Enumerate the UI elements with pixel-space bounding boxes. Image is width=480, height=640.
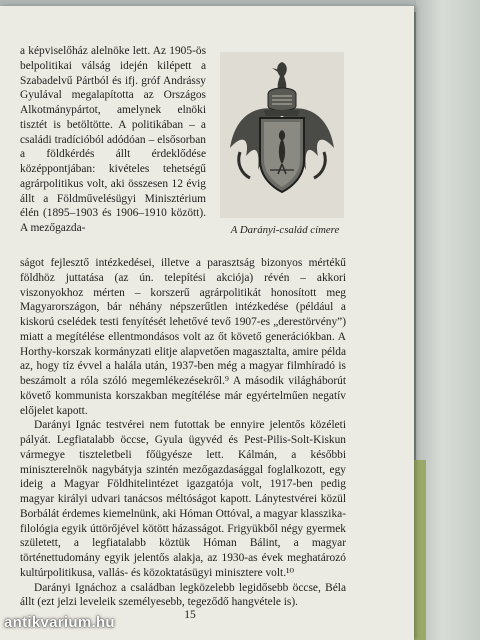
page-number: 15 [184,609,196,621]
paragraph: ságot fejlesztő intézkedései, illetve a parasztság bizonyos mértékű földhöz juttatása (az ún. telepítési akciója) révén – akkori viszonyokhoz mérten – korszerű agrárpolitikát honosított meg Magyarországon, bár néhány népszerűtlen intézkedése (például a kiskorú cselédek testi fenyítését lehetővé tevő 1907-es „derestörvény”) miatt a megítélése ellentmondásos volt az őt követő generációkban. A Horthy-korszak kormányzati elitje alapvetően magasztalta, amire példa az, hogy tíz évvel a halála után, 1937-ben még a magyar filmhíradó is beszámolt a róla szóló megemlékezésekről.⁹ A második világháborút követő kommunista korszakban megítélése már egyértelműen negatív előjelet kapott. [20,257,346,417]
coat-of-arms-figure [220,52,344,218]
lower-text-column [20,256,346,610]
paragraph-upper: a képviselőház alelnöke lett. Az 1905-ös belpolitikai válság idején kilépett a Szabadelvű Pártból és ifj. gróf Andrássy Gyulával megalapította az Országos Alkotmánypártot, amelynek elnöki tisztét is betöltötte. A politikában – a családi tradícióból adódóan – elsősorban a földkérdés állt érdeklődése középpontjában: kivételes tehetségű agrárpolitikus volt, aki összesen 12 évig állt a Földművelésügyi Minisztérium élén (1895–1903 és 1906–1910 között). A mezőgazda- [20,45,206,234]
paragraph: Darányi Ignác testvérei nem futottak be ennyire jelentős közéleti pályát. Legfiatalabb öccse, Gyula ügyvéd és Pest-Pilis-Solt-Kiskun vármegye tiszteletbeli főügyésze lett. Kálmán, a későbbi miniszterelnök nagybátyja szintén mezőgazdasággal foglalkozott, egy ideig a Magyar Földhitelintézet igazgatója volt, 1917-ben pedig magyar királyi udvari tanácsos méltóságot kapott. Lánytestvérei közül Borbálát érdemes kiemelnünk, aki Hóman Ottóval, a magyar klasszika-filológia egyik úttörőjével kötött házasságot. Frigyükből négy gyermek született, a legfiatalabb köztük Hóman Bálint, a magyar történettudomány egyik jelentős alakja, az 1930-as évek meghatározó kultúrpolitikusa, vallás- és közoktatásügyi minisztere volt.¹⁰ [20,419,346,579]
upper-text-column [20,44,206,236]
paragraph: Darányi Ignáchoz a családban legközelebb legidősebb öccse, Béla állt (ezt jelzi leveleik személyesebb, tegeződő hangvétele is). [20,581,346,609]
book-page [0,6,414,640]
figure-caption: A Darányi-család címere [230,224,340,236]
watermark: antikvarium.hu [4,614,115,631]
coat-of-arms-icon [220,52,344,218]
